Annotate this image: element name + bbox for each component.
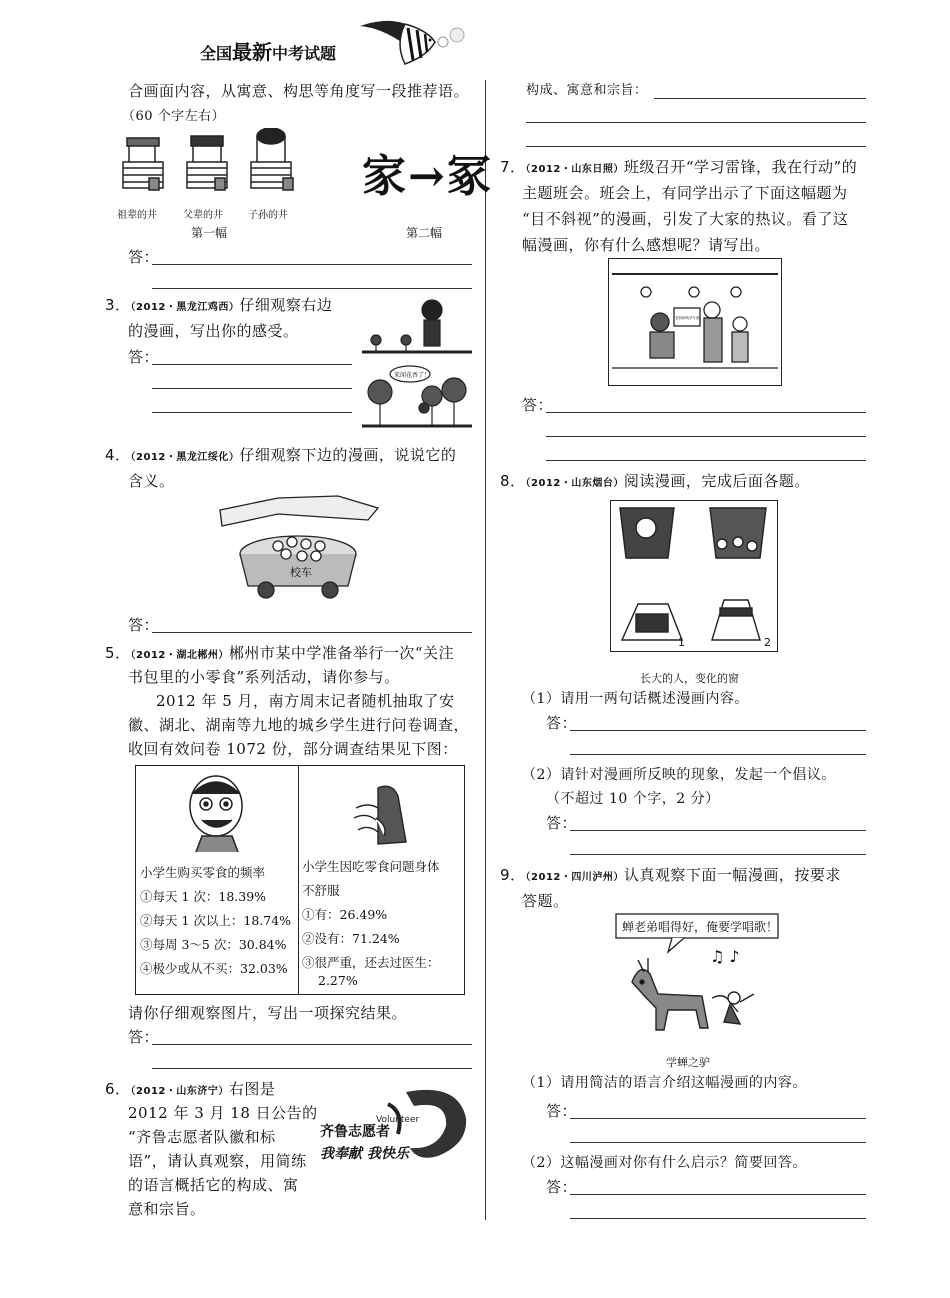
column-divider [485,80,486,1220]
q4-line1 [105,442,456,471]
survey-left-item-4: ④极少或从不买：32.03% [140,961,288,976]
q5-para2: 徽、湖北、湖南等九地的城乡学生进行问卷调查， [128,716,470,734]
answer-line[interactable] [526,122,866,123]
q6-line4: 语”，请认真观察，用简练 [128,1152,307,1170]
q8-sub2b: （不超过 10 个字，2 分） [546,791,720,807]
q9-source: （2012・四川泸州） [525,872,624,883]
answer-line[interactable] [546,436,866,437]
survey-left-title: 小学生购买零食的频率 [140,865,266,880]
music-note-icon: ♫ ♪ [710,947,740,966]
answer-line[interactable] [152,412,352,413]
q8-source: （2012・山东烟台） [525,478,624,489]
q4-num: 4． [105,446,131,464]
q9-caption: 学蝉之驴 [666,1056,710,1069]
q8-answer-label-2: 答： [546,814,578,832]
q6-text1: 右图是 [228,1080,276,1098]
q7-seat-sign: 老弱病残孕专座 [675,316,700,320]
q2-intro-line1: 合画面内容，从寓意、构思等角度写一段推荐语。 [128,82,470,100]
q7-line4: 幅漫画，你有什么感想呢？请写出。 [522,236,771,254]
q6-line3: “齐鲁志愿者队徽和标 [128,1128,276,1146]
q8-line1 [500,468,810,497]
answer-line[interactable] [152,264,472,265]
q9-sub1: （1）请用简洁的语言介绍这幅漫画的内容。 [522,1075,807,1091]
header-bold: 最新 [232,40,273,64]
survey-right-item-4: 2.27% [318,973,358,988]
flower-cartoon [362,292,472,432]
header-suffix: 中考试题 [272,44,337,63]
q7-line2: 主题班会。班会上，有同学出示了下面这幅题为 [522,184,848,202]
q8-num: 8． [500,472,526,490]
survey-right-item-2: ②没有：71.24% [302,931,400,946]
panel2-image-text: 家→冢 [362,151,493,202]
survey-left-item-3: ③每周 3～5 次：30.84% [140,937,287,952]
fish-logo-icon [355,12,470,72]
answer-line[interactable] [654,98,866,99]
q9-bubble-text: 蝉老弟唱得好，俺要学唱歌！ [622,920,779,934]
well-label-3: 子孙的井 [248,210,288,221]
q6-num: 6． [105,1080,131,1098]
q7-line1 [500,154,857,183]
q4-source: （2012・黑龙江绥化） [130,452,240,463]
child-face-cartoon [182,772,252,856]
q8-label-2: 2 [764,636,771,648]
survey-right-item-1: ①有：26.49% [302,907,388,922]
q6-source: （2012・山东济宁） [130,1086,229,1097]
q4-text1: 仔细观察下边的漫画，说说它的 [239,446,457,464]
q8-caption: 长大的人，变化的窗 [640,672,739,685]
q9-text1: 认真观察下面一幅漫画，按要求 [623,866,841,884]
q9-answer-label-2: 答： [546,1178,578,1196]
q3-source: （2012・黑龙江鸡西） [130,302,240,313]
q2-answer-label: 答： [128,248,160,266]
q9-sub2: （2）这幅漫画对你有什么启示？简要回答。 [522,1155,807,1171]
page-header [200,36,336,65]
q3-bubble-text: 来闻花香了！ [394,372,431,379]
answer-line[interactable] [546,460,866,461]
panel1-caption: 第一幅 [191,226,228,240]
header-prefix: 全国 [200,44,233,63]
answer-line[interactable] [152,1068,472,1069]
survey-left-item-2: ②每天 1 次以上：18.74% [140,913,292,928]
panel2-caption: 第二幅 [406,226,443,240]
q5-prompt: 请你仔细观察图片，写出一项探究结果。 [128,1004,408,1022]
q8-text1: 阅读漫画，完成后面各题。 [623,472,810,490]
survey-right-title-2: 不舒服 [302,883,340,898]
answer-line[interactable] [152,288,472,289]
answer-line[interactable] [570,730,866,731]
q7-source: （2012・山东日照） [525,164,624,175]
q6-line6: 意和宗旨。 [128,1200,206,1218]
volunteer-logo-cn: 齐鲁志愿者 [320,1124,390,1140]
q7-line3: “目不斜视”的漫画，引发了大家的热议。看了这 [522,210,849,228]
answer-line[interactable] [152,1044,472,1045]
answer-line[interactable] [570,1218,866,1219]
q6-line5: 的语言概括它的构成、寓 [128,1176,299,1194]
q9-line2: 答题。 [522,892,569,910]
q2-intro-line2: （60 个字左右） [122,109,226,124]
q9-answer-label-1: 答： [546,1102,578,1120]
q5-num: 5． [105,644,131,662]
q5-para3: 收回有效问卷 1072 份，部分调查结果见下图： [128,740,458,758]
q9-line1 [500,862,841,891]
q7-num: 7． [500,158,526,176]
q3-line1 [105,292,332,321]
answer-line[interactable] [526,146,866,147]
q9-num: 9． [500,866,526,884]
volunteer-logo-en: Volunteer [376,1115,420,1125]
q5-source: （2012・湖北郴州） [130,650,229,661]
q6-continue-label: 构成、寓意和宗旨： [526,83,648,98]
volunteer-logo [318,1082,474,1172]
answer-line[interactable] [570,1194,866,1195]
q3-text1: 仔细观察右边 [239,296,333,314]
survey-right-item-3: ③很严重，还去过医生： [302,955,440,970]
q5-para1: 2012 年 5 月，南方周末记者随机抽取了安 [156,692,455,710]
q5-line2: 书包里的小零食”系列活动，请你参与。 [128,668,400,686]
q4-line2: 含义。 [128,472,175,490]
schoolbus-cartoon [218,490,380,606]
q7-text1: 班级召开“学习雷锋，我在行动”的 [623,158,858,176]
answer-line[interactable] [152,364,352,365]
well-label-2: 父辈的井 [183,210,223,221]
donkey-cicada-cartoon [612,912,784,1040]
answer-line[interactable] [570,854,866,855]
q4-cart-label: 校车 [290,566,312,579]
q3-line2: 的漫画，写出你的感受。 [128,322,299,340]
answer-line[interactable] [570,1142,866,1143]
answer-line[interactable] [152,632,472,633]
answer-line[interactable] [570,830,866,831]
survey-box-divider [298,766,299,994]
volunteer-slogan: 我奉献 我快乐 [320,1146,409,1162]
q3-num: 3． [105,296,131,314]
q8-sub2: （2）请针对漫画所反映的现象，发起一个倡议。 [522,767,836,783]
windows-cartoon [614,504,774,648]
answer-line[interactable] [152,388,352,389]
answer-line[interactable] [570,1118,866,1119]
q6-line2: 2012 年 3 月 18 日公告的 [128,1104,318,1122]
q3-answer-label: 答： [128,348,160,366]
q7-answer-label: 答： [522,396,554,414]
q4-answer-label: 答： [128,616,160,634]
q5-text1: 郴州市某中学准备举行一次“关注 [228,644,455,662]
survey-left-item-1: ①每天 1 次：18.39% [140,889,267,904]
answer-line[interactable] [546,412,866,413]
q8-label-1: 1 [678,636,685,648]
wells-cartoon [115,128,305,200]
q5-answer-label: 答： [128,1028,160,1046]
q8-answer-label-1: 答： [546,714,578,732]
sick-child-cartoon [348,778,422,850]
q8-sub1: （1）请用一两句话概述漫画内容。 [522,691,749,707]
bus-seat-cartoon [612,262,778,382]
well-label-1: 祖辈的井 [117,210,157,221]
answer-line[interactable] [570,754,866,755]
survey-right-title-1: 小学生因吃零食问题身体 [302,859,440,874]
